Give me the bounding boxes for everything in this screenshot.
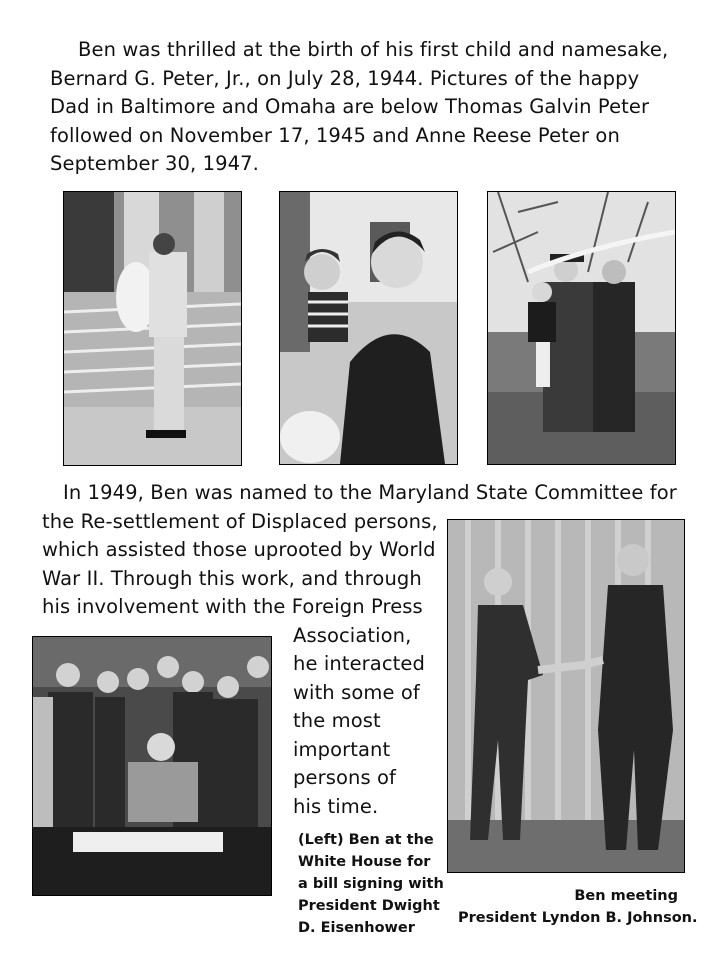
committee-line: important <box>293 737 391 761</box>
intro-line: September 30, 1947. <box>50 152 259 175</box>
photo-family-outdoors <box>487 191 676 465</box>
committee-line: his involvement with the Foreign Press <box>42 595 423 618</box>
caption-line: White House for <box>298 854 431 870</box>
committee-line: the most <box>293 709 381 732</box>
committee-line: with some of <box>293 680 420 704</box>
committee-line: persons of <box>293 766 396 789</box>
committee-line: his time. <box>293 794 379 818</box>
committee-line: which assisted those uprooted by World <box>42 538 436 561</box>
intro-paragraph <box>50 36 668 179</box>
committee-line: the Re-settlement of Displaced persons, <box>42 509 438 533</box>
caption-johnson <box>458 885 698 929</box>
caption-line: Ben meeting <box>574 888 678 904</box>
committee-line: War II. Through this work, and through <box>42 566 422 590</box>
caption-line: President Lyndon B. Johnson. <box>458 910 698 926</box>
caption-line: (Left) Ben at the <box>298 832 434 848</box>
caption-eisenhower <box>298 829 444 939</box>
photo-dad-on-steps <box>63 191 242 466</box>
committee-line: In 1949, Ben was named to the Maryland State Committee for <box>63 481 677 504</box>
intro-line: followed on November 17, 1945 and Anne Reese Peter on <box>50 123 620 147</box>
intro-line: Bernard G. Peter, Jr., on July 28, 1944. Pictures of the happy <box>50 66 640 90</box>
photo-johnson-handshake <box>447 519 685 873</box>
caption-line: President Dwight <box>298 898 440 914</box>
photo-eisenhower-bill-signing <box>32 636 272 896</box>
caption-line: a bill signing with <box>298 876 444 892</box>
caption-line: D. Eisenhower <box>298 920 415 936</box>
intro-line: Ben was thrilled at the birth of his first child and namesake, <box>78 38 669 61</box>
intro-line: Dad in Baltimore and Omaha are below Thomas Galvin Peter <box>50 95 650 118</box>
photo-dad-holding-son <box>279 191 458 465</box>
committee-line: Association, <box>293 623 412 647</box>
committee-line: he interacted <box>293 652 425 675</box>
